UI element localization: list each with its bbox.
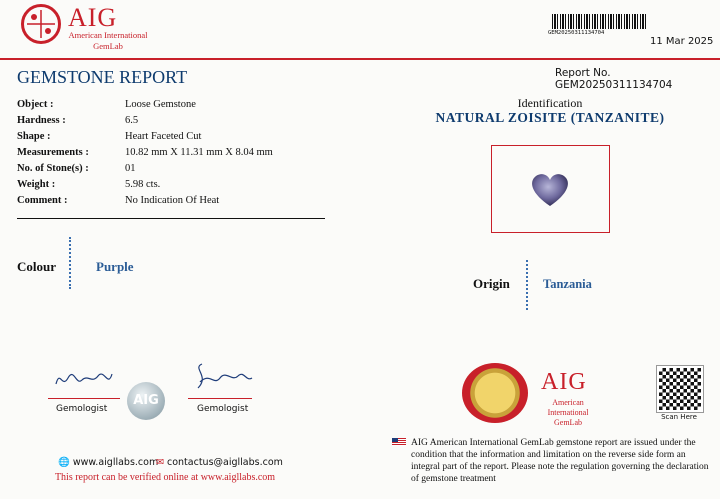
globe-icon: 🌐 [58,457,70,468]
detail-value: No Indication Of Heat [125,195,220,206]
colour-label: Colour [17,259,56,274]
aig-gold-seal-icon [462,363,528,423]
brand-subtitle-line1: American International [68,30,148,40]
detail-label: Weight : [17,179,56,190]
brand-subtitle-line2: GemLab [93,41,123,51]
detail-label: Shape : [17,131,51,142]
signature-left [52,364,116,399]
seal-subtitle [533,398,603,428]
gemologist-label-left: Gemologist [56,404,108,414]
header-divider [0,58,720,60]
detail-value: 5.98 cts. [125,179,161,190]
origin-separator [526,260,530,310]
website-link[interactable] [58,457,158,468]
heart-gemstone-icon [532,174,568,206]
detail-value: 10.82 mm X 11.31 mm X 8.04 mm [125,147,273,158]
detail-value: Loose Gemstone [125,99,196,110]
qr-code[interactable] [657,366,703,412]
detail-label: Object : [17,99,54,110]
seal-subtitle-line1: American International [547,398,589,417]
seal-subtitle-line2: GemLab [554,418,582,427]
identification-label: Identification [517,96,583,110]
colour-separator [69,237,73,289]
signature-line-left [48,398,120,399]
detail-value: Heart Faceted Cut [125,131,202,142]
detail-label: Measurements : [17,147,89,158]
detail-label: Comment : [17,195,68,206]
detail-label: Hardness : [17,115,66,126]
origin-value: Tanzania [543,277,592,291]
detail-value: 01 [125,163,136,174]
us-flag-icon [392,438,406,446]
brand-name: AIG [68,3,118,32]
verify-text: This report can be verified online at www.aigllabs.com [54,472,276,483]
scan-label: Scan Here [661,413,697,421]
signature-line-right [188,398,252,399]
seal-brand: AIG [541,369,587,395]
gemstone-photo [491,145,610,233]
page-title: GEMSTONE REPORT [17,67,188,87]
report-number: Report No. GEM20250311134704 [555,67,673,91]
email-text: contactus@aigllabs.com [167,457,283,468]
origin-label: Origin [473,276,510,291]
email-link[interactable] [156,457,283,468]
details-divider [17,218,325,219]
detail-label: No. of Stone(s) : [17,163,89,174]
disclaimer-text: AIG American International GemLab gemstone report are issued under the condition that the information and limitation on the reverse side form an integral part of the report. Please note the regulation governing the declaration of gemstone treatment [411,438,709,484]
gemologist-label-right: Gemologist [197,404,249,414]
identification-value: NATURAL ZOISITE (TANZANITE) [435,110,665,125]
signature-right [190,358,254,401]
colour-value: Purple [96,259,134,274]
report-date: 11 Mar 2025 [650,36,714,47]
brand-subtitle [68,30,148,52]
detail-value: 6.5 [125,115,139,126]
website-text: www.aigllabs.com [72,457,159,468]
mail-icon: ✉ [156,457,164,468]
barcode-text: GEM20250311134704 [548,30,605,36]
barcode [552,14,646,29]
hologram-text: AIG [133,393,159,408]
hologram-seal [127,382,165,420]
aig-logo-icon [21,4,61,44]
